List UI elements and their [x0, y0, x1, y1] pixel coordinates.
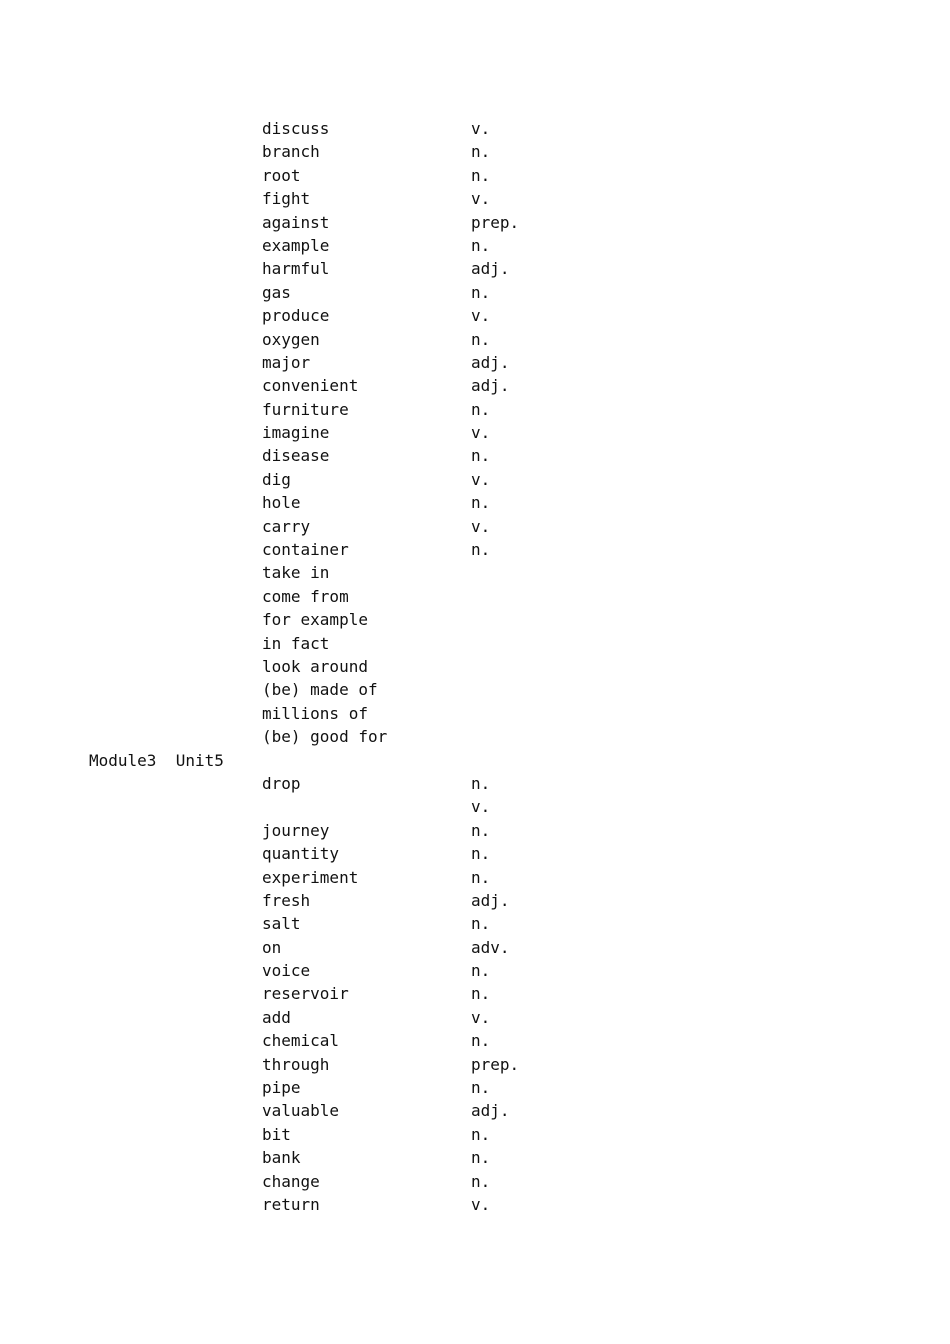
vocab-row — [0, 491, 950, 514]
vocab-word: bank — [262, 1148, 301, 1168]
vocab-word: drop — [262, 773, 301, 793]
vocab-row — [0, 1053, 950, 1076]
vocab-row — [0, 374, 950, 397]
part-of-speech: adj. — [471, 890, 510, 910]
vocab-word: for example — [262, 610, 368, 630]
vocab-row — [0, 866, 950, 889]
vocab-word: pipe — [262, 1078, 301, 1098]
vocab-word: carry — [262, 516, 311, 536]
part-of-speech: adj. — [471, 376, 510, 396]
vocab-row — [0, 982, 950, 1005]
vocab-word: salt — [262, 914, 301, 934]
vocab-row — [0, 398, 950, 421]
vocab-row — [0, 655, 950, 678]
section-heading: Module3 Unit5 — [89, 750, 224, 770]
vocab-row — [0, 444, 950, 467]
part-of-speech: n. — [471, 142, 491, 162]
vocab-word: come from — [262, 586, 349, 606]
vocab-word: millions of — [262, 703, 368, 723]
part-of-speech: prep. — [471, 212, 520, 232]
part-of-speech: n. — [471, 1124, 491, 1144]
vocab-row — [0, 515, 950, 538]
vocab-row — [0, 1076, 950, 1099]
vocab-word: harmful — [262, 259, 330, 279]
vocab-row — [0, 211, 950, 234]
vocab-word: gas — [262, 282, 291, 302]
part-of-speech: v. — [471, 1007, 491, 1027]
vocab-word: imagine — [262, 423, 330, 443]
part-of-speech: n. — [471, 329, 491, 349]
part-of-speech: n. — [471, 961, 491, 981]
vocab-word: produce — [262, 306, 330, 326]
part-of-speech: n. — [471, 399, 491, 419]
vocab-row — [0, 842, 950, 865]
vocab-row — [0, 959, 950, 982]
vocab-word: return — [262, 1194, 320, 1214]
part-of-speech: v. — [471, 119, 491, 138]
part-of-speech: n. — [471, 1078, 491, 1098]
vocab-word: through — [262, 1054, 330, 1074]
vocab-word: major — [262, 352, 311, 372]
part-of-speech: n. — [471, 235, 491, 255]
vocab-word: take in — [262, 563, 330, 583]
vocab-row — [0, 304, 950, 327]
vocab-row — [0, 1029, 950, 1052]
vocab-row — [0, 702, 950, 725]
part-of-speech: n. — [471, 773, 491, 793]
vocab-word: disease — [262, 446, 330, 466]
vocab-row — [0, 889, 950, 912]
vocab-row — [0, 608, 950, 631]
vocab-row — [0, 1146, 950, 1169]
part-of-speech: n. — [471, 1031, 491, 1051]
vocab-row — [0, 936, 950, 959]
part-of-speech: n. — [471, 867, 491, 887]
section-heading-row — [0, 749, 950, 772]
vocab-word: add — [262, 1007, 291, 1027]
part-of-speech: v. — [471, 516, 491, 536]
part-of-speech: v. — [471, 189, 491, 209]
vocab-word: container — [262, 540, 349, 560]
part-of-speech: n. — [471, 1171, 491, 1191]
part-of-speech: n. — [471, 844, 491, 864]
vocab-row — [0, 1123, 950, 1146]
vocab-row — [0, 725, 950, 748]
vocab-word: experiment — [262, 867, 359, 887]
part-of-speech: adj. — [471, 1101, 510, 1121]
vocab-row — [0, 117, 950, 140]
part-of-speech: prep. — [471, 1054, 520, 1074]
vocab-word: bit — [262, 1124, 291, 1144]
vocab-row — [0, 187, 950, 210]
part-of-speech: n. — [471, 540, 491, 560]
vocab-row — [0, 257, 950, 280]
part-of-speech: n. — [471, 282, 491, 302]
part-of-speech: v. — [471, 306, 491, 326]
vocab-row — [0, 421, 950, 444]
vocab-word: on — [262, 937, 282, 957]
part-of-speech: adj. — [471, 352, 510, 372]
vocab-row — [0, 585, 950, 608]
vocab-word: voice — [262, 961, 311, 981]
vocab-row — [0, 1099, 950, 1122]
vocab-row — [0, 912, 950, 935]
vocab-row — [0, 1006, 950, 1029]
vocab-word: root — [262, 165, 301, 185]
vocab-word: (be) good for — [262, 727, 388, 747]
vocab-row — [0, 234, 950, 257]
vocab-word: chemical — [262, 1031, 340, 1051]
vocab-row — [0, 632, 950, 655]
vocab-word: hole — [262, 493, 301, 513]
vocab-row — [0, 328, 950, 351]
vocab-row — [0, 819, 950, 842]
vocab-word: fresh — [262, 890, 311, 910]
vocab-word: furniture — [262, 399, 349, 419]
vocab-word: fight — [262, 189, 311, 209]
vocab-row — [0, 1170, 950, 1193]
vocab-word: example — [262, 235, 330, 255]
vocab-word: look around — [262, 656, 368, 676]
vocab-row — [0, 164, 950, 187]
part-of-speech: n. — [471, 493, 491, 513]
part-of-speech: n. — [471, 820, 491, 840]
vocab-word: reservoir — [262, 984, 349, 1004]
vocab-row — [0, 140, 950, 163]
vocab-word: branch — [262, 142, 320, 162]
vocab-word: valuable — [262, 1101, 340, 1121]
vocab-row — [0, 678, 950, 701]
vocab-row — [0, 468, 950, 491]
vocab-row — [0, 351, 950, 374]
vocab-word: journey — [262, 820, 330, 840]
vocab-row — [0, 772, 950, 795]
vocab-word: quantity — [262, 844, 340, 864]
vocab-word: in fact — [262, 633, 330, 653]
vocab-word: discuss — [262, 119, 330, 138]
vocab-word: dig — [262, 469, 291, 489]
part-of-speech: n. — [471, 165, 491, 185]
part-of-speech: n. — [471, 1148, 491, 1168]
part-of-speech: n. — [471, 446, 491, 466]
part-of-speech: adv. — [471, 937, 510, 957]
vocab-row — [0, 795, 950, 818]
vocab-row — [0, 561, 950, 584]
vocab-word: convenient — [262, 376, 359, 396]
part-of-speech: v. — [471, 1194, 491, 1214]
part-of-speech: v. — [471, 797, 491, 817]
part-of-speech: n. — [471, 984, 491, 1004]
vocab-word: (be) made of — [262, 680, 378, 700]
part-of-speech: adj. — [471, 259, 510, 279]
vocab-word: oxygen — [262, 329, 320, 349]
vocab-row — [0, 281, 950, 304]
vocab-word: against — [262, 212, 330, 232]
part-of-speech: v. — [471, 469, 491, 489]
vocabulary-list — [0, 117, 950, 1216]
part-of-speech: v. — [471, 423, 491, 443]
vocab-row — [0, 1193, 950, 1216]
vocab-word: change — [262, 1171, 320, 1191]
part-of-speech: n. — [471, 914, 491, 934]
vocab-row — [0, 538, 950, 561]
